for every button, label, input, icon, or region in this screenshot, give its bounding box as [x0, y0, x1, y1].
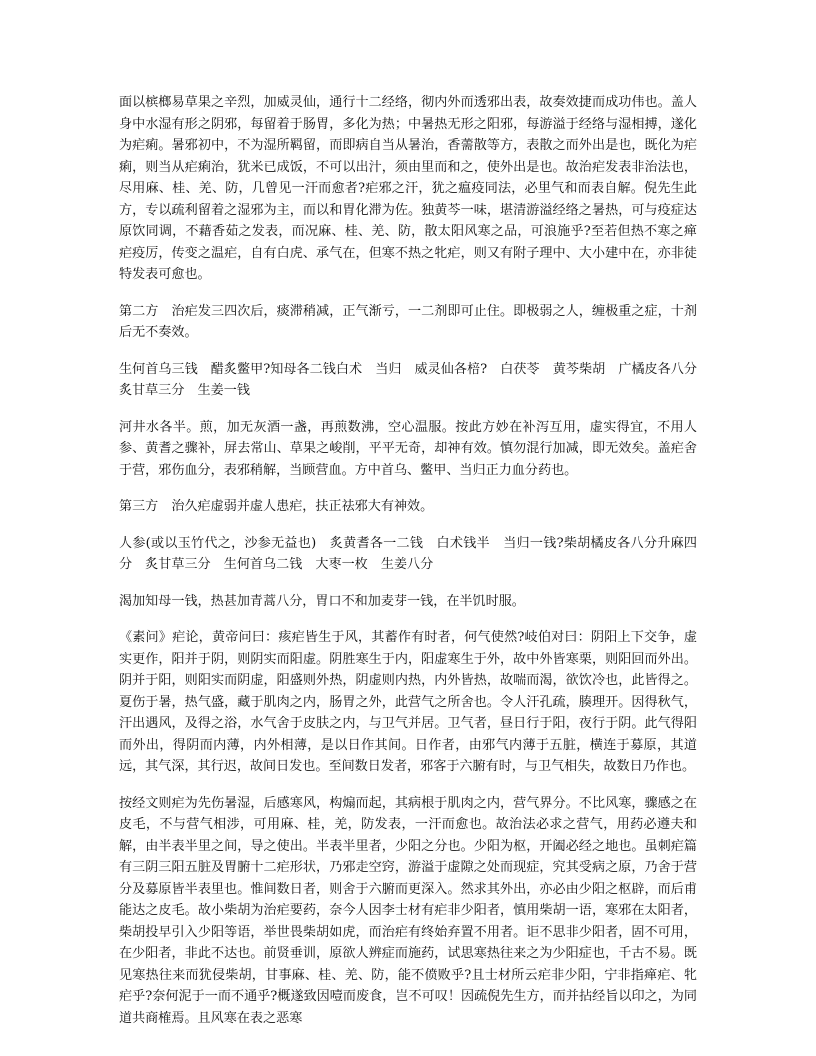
paragraph-second-prescription-ingredients: 生何首乌三钱 醋炙鳖甲?知母各二钱白术 当归 威灵仙各棓? 白茯苓 黄芩柴胡 广橘皮各八分 炙甘草三分 生姜一钱 — [119, 361, 711, 398]
paragraph-second-prescription-heading: 第二方 治疟发三四次后，痰滞稍减，正气渐亏，一二剂即可止住。即极弱之人，缠极重之症，十剂后无不奏效。 — [119, 303, 697, 340]
paragraph-second-prescription-method: 河井水各半。煎，加无灰酒一盏，再煎数沸，空心温服。按此方妙在补泻互用，虚实得宜，不用人参、黄耆之骤补，屏去常山、草果之峻削，平平无奇，却神有效。慎勿混行加减，即无效矣。盖疟舍于营，邪伤血分，表邪稍解，当顾营血。方中首乌、鳖甲、当归正力血分药也。 — [119, 419, 697, 478]
paragraph-third-prescription-heading: 第三方 治久疟虚弱并虚人患疟，扶正祛邪大有神效。 — [119, 499, 434, 514]
paragraph-third-prescription-modifications: 渴加知母一钱，热甚加青蒿八分，胃口不和加麦芽一钱，在半饥时服。 — [119, 593, 525, 609]
paragraph-commentary-first-prescription: 面以槟榔易草果之辛烈，加威灵仙，通行十二经络，彻内外而透邪出表，故奏效捷而成功伟也。盖人身中水湿有形之阴邪，每留着于肠胃，多化为热；中暑热无形之阳邪，每游溢于经络与湿相搏，遂化为疟痢。暑邪初中，不为湿所羁留，而即病自当从暑治，香薷散等方，表散之而外出是也，既化为疟痢，则当从疟痢治，犹米已成饭，不可以出汁，须由里而和之，使外出是也。故治疟发表非治法也，尽用麻、桂、羌、防，几曾见一汗而愈者?疟邪之汗，犹之瘟疫同法，必里气和而表自解。倪先生此方，专以疏利留着之湿邪为主，而以和胃化滞为佐。独黄芩一味，堪清游溢经络之暑热，可与疫症达原饮同调，不藉香茹之发表，而况麻、桂、羌、防，散太阳风寒之品，可浪施乎?至若但热不寒之瘅疟疫厉，传变之温疟，自有白虎、承气在，但寒不热之牝疟，则又有附子理中、大小建中在，亦非徒特发表可愈也。 — [119, 95, 697, 282]
document-page — [119, 92, 711, 1044]
paragraph-third-prescription-ingredients: 人参(或以玉竹代之，沙参无益也) 炙黄耆各一二钱 白术钱半 当归一钱?柴胡橘皮各八分升麻四分 炙甘草三分 生何首乌二钱 大枣一枚 生姜八分 — [119, 535, 697, 572]
paragraph-commentary-classic: 按经文则疟为先伤暑湿，后感寒风，构煽而起，其病根于肌肉之内，营气界分。不比风寒，骤感之在皮毛，不与营气相涉，可用麻、桂，羌，防发表，一汗而愈也。故治法必求之营气，用药必遵夫和解，由半表半里之间，导之使出。半表半里者，少阳之分也。少阳为枢，开阖必经之地也。虽刺疟篇有三阴三阳五脏及胃腑十二疟形状，乃邪走空窍，游溢于虚隙之处而现症，究其受病之原，乃舍于营分及募原皆半表里也。惟间数日者，则舍于六腑而更深入。然求其外出，亦必由少阳之枢辟，而后甫能达之皮毛。故小柴胡为治疟要药，奈今人因李士材有疟非少阳者，慎用柴胡一语，寒邪在太阳者，柴胡投早引入少阳等语，举世畏柴胡如虎，而治疟有终始弃置不用者。讵不思非少阳者，固不可用，在少阳者，非此不达也。前贤垂训，原欲人辨症而施药，试思寒热往来之为少阳症也，千古不易。既见寒热往来而犹侵柴胡，甘事麻、桂、羌、防，能不偾败乎?且士材所云疟非少阳，宁非指瘅疟、牝疟乎?奈何泥于一而不通乎?概遂致因噎而废食，岂不可叹！因疏倪先生方，而并拈经旨以印之，为同道共商榷焉。且风寒在表之恶寒 — [119, 795, 697, 1026]
paragraph-suwen-quotation: 《素问》疟论，黄帝问曰：痎疟皆生于风，其蓄作有时者，何气使然?岐伯对曰：阴阳上下交争，虚实更作，阳并于阴，则阴实而阳虚。阴胜寒生于内，阳虚寒生于外，故中外皆寒栗，则阳回而外出。阴并于阳，则阳实而阴虚，阳盛则外热，阴虚则内热，内外皆热，故喘而渴，欲饮冷也，此皆得之。夏伤于暑，热气盛，藏于肌肉之内，肠胃之外，此营气之所舍也。令人汗孔疏，腠理开。因得秋气，汗出遇风，及得之浴，水气舍于皮肤之内，与卫气并居。卫气者，昼日行于阳，夜行于阴。此气得阳而外出，得阴而内薄，内外相薄，是以日作其间。日作者，由邪气内薄于五脏，横连于募原，其道远，其气深，其行迟，故间日发也。至间数日发者，邪客于六腑有时，与卫气相失，故数日乃作也。 — [119, 630, 697, 774]
